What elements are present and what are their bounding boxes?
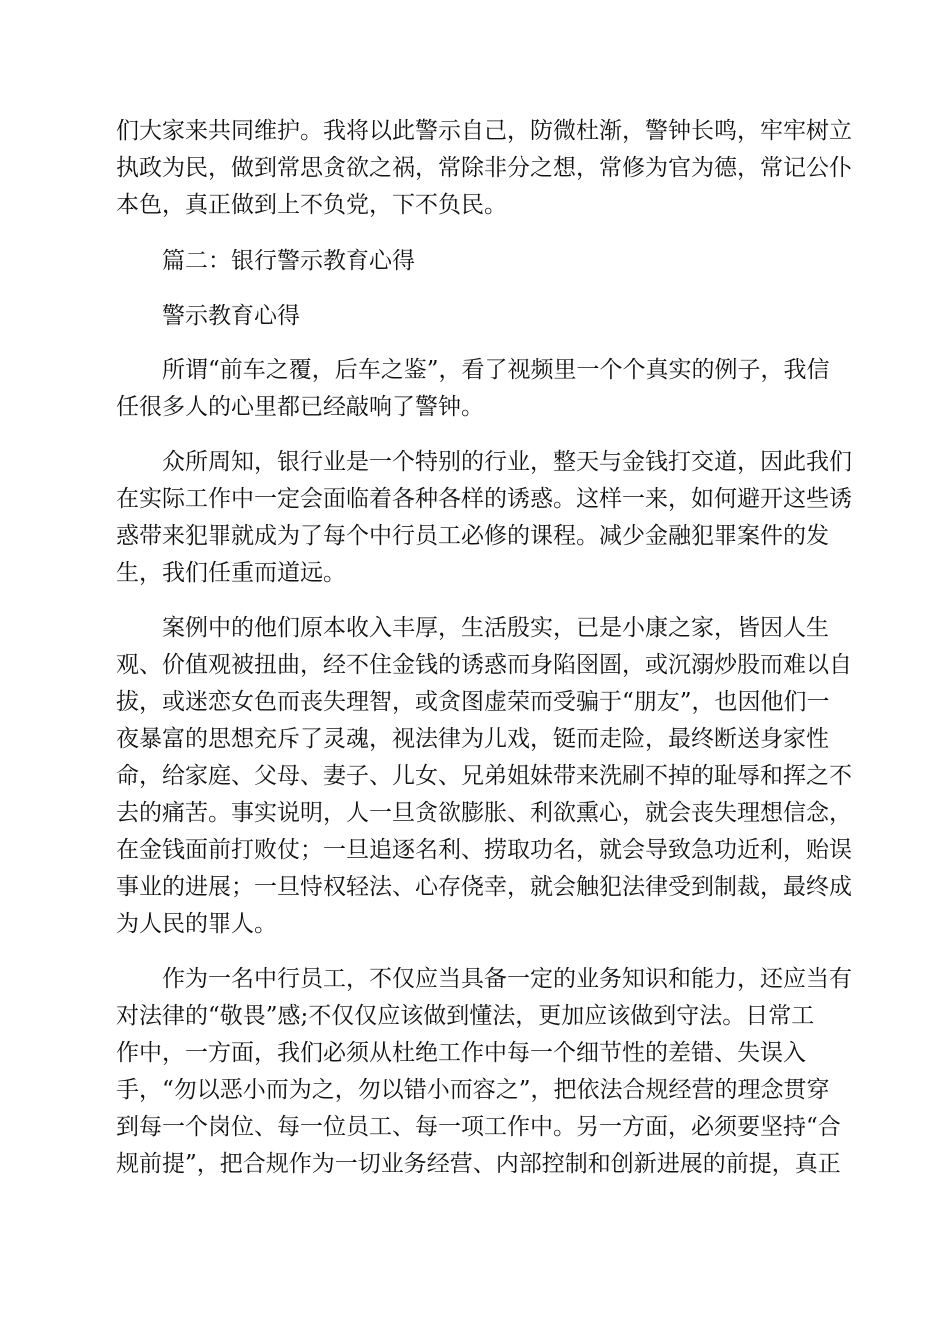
text-line: 夜暴富的思想充斥了灵魂，视法律为儿戏，铤而走险，最终断送身家性 <box>116 726 829 752</box>
text-line: 众所周知，银行业是一个特别的行业，整天与金钱打交道，因此我们 <box>162 449 852 475</box>
text-line: 对法律的“敬畏”感;不仅仅应该做到懂法，更加应该做到守法。日常工 <box>116 1003 815 1029</box>
text-line: 所谓“前车之覆，后车之鉴”，看了视频里一个个真实的例子，我信 <box>162 357 830 383</box>
text-line: 观、价值观被扭曲，经不住金钱的诱惑而身陷囹圄，或沉溺炒股而难以自 <box>116 652 852 678</box>
text-line: 到每一个岗位、每一位员工、每一项工作中。另一方面，必须要坚持“合 <box>116 1114 841 1140</box>
text-line: 作中，一方面，我们必须从杜绝工作中每一个细节性的差错、失误入 <box>116 1040 806 1066</box>
text-line: 手，“勿以恶小而为之，勿以错小而容之”，把依法合规经营的理念贯穿 <box>116 1077 830 1103</box>
text-line: 执政为民，做到常思贪欲之祸，常除非分之想，常修为官为德，常记公仆 <box>116 155 852 181</box>
text-line: 去的痛苦。事实说明，人一旦贪欲膨胀、利欲熏心，就会丧失理想信念， <box>116 800 852 826</box>
text-line: 为人民的罪人。 <box>116 911 277 937</box>
text-line: 作为一名中行员工，不仅应当具备一定的业务知识和能力，还应当有 <box>162 966 852 992</box>
text-line: 事业的进展；一旦恃权轻法、心存侥幸，就会触犯法律受到制裁，最终成 <box>116 874 852 900</box>
text-line: 拔，或迷恋女色而丧失理智，或贪图虚荣而受骗于“朋友”，也因他们一 <box>116 689 830 715</box>
text-line: 惑带来犯罪就成为了每个中行员工必修的课程。减少金融犯罪案件的发 <box>116 523 829 549</box>
section-subheading: 警示教育心得 <box>162 303 300 329</box>
text-line: 生，我们任重而道远。 <box>116 560 346 586</box>
text-line: 规前提”，把合规作为一切业务经营、内部控制和创新进展的前提，真正 <box>116 1151 841 1177</box>
text-line: 任很多人的心里都已经敲响了警钟。 <box>116 394 484 420</box>
text-line: 在实际工作中一定会面临着各种各样的诱惑。这样一来，如何避开这些诱 <box>116 486 852 512</box>
text-line: 案例中的他们原本收入丰厚，生活殷实，已是小康之家，皆因人生 <box>162 615 829 641</box>
text-line: 命，给家庭、父母、妻子、儿女、兄弟姐妹带来洗刷不掉的耻辱和挥之不 <box>116 763 852 789</box>
text-line: 们大家来共同维护。我将以此警示自己，防微杜渐，警钟长鸣，牢牢树立 <box>116 118 852 144</box>
section-heading: 篇二：银行警示教育心得 <box>162 248 415 274</box>
text-line: 在金钱面前打败仗；一旦追逐名利、捞取功名，就会导致急功近利，贻误 <box>116 837 852 863</box>
text-line: 本色，真正做到上不负党，下不负民。 <box>116 192 507 218</box>
